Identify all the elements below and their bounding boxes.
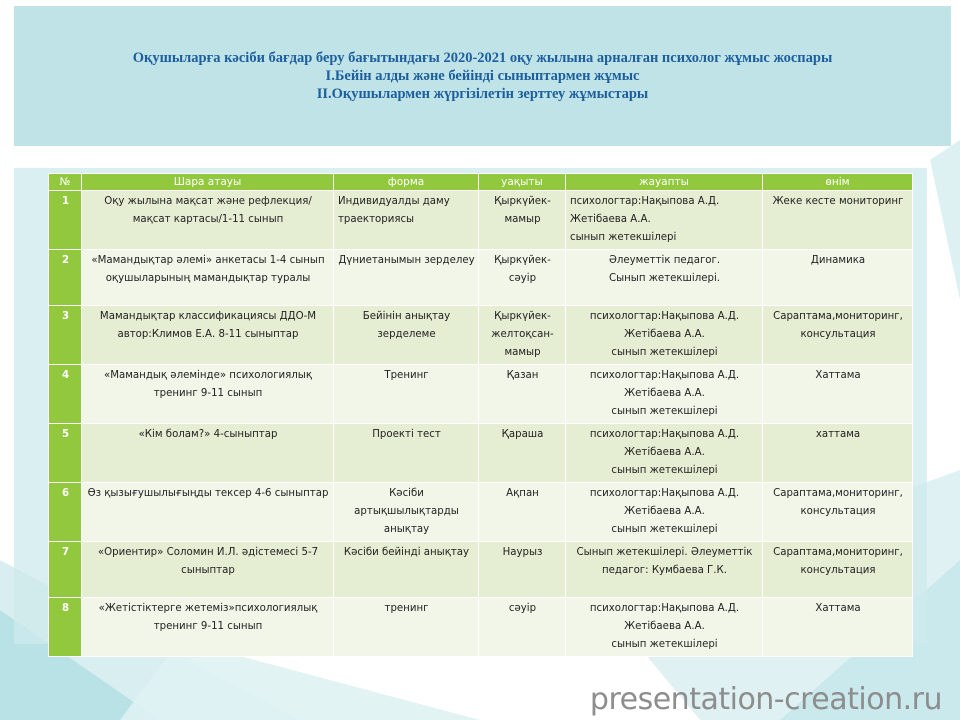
responsible-cell: Сынып жетекшілері. Әлеуметтік педагог: Кумбаева Г.К. <box>566 542 763 598</box>
event-name-cell: Мамандықтар классификациясы ДДО-М автор:Климов Е.А. 8-11 сыныптар <box>82 306 334 365</box>
table-row <box>49 191 913 250</box>
responsible-cell: психологтар:Нақыпова А.Д. Жетібаева А.А. сынып жетекшілері <box>566 191 763 250</box>
result-cell: Жеке кесте мониторинг <box>763 191 913 250</box>
result-cell: Сараптама,мониторинг, консультация <box>763 306 913 365</box>
col-header-event: Шара атауы <box>82 174 334 191</box>
event-name-cell: Өз қызығушылығыңды тексер 4-6 сыныптар <box>82 483 334 542</box>
table-row <box>49 542 913 598</box>
col-header-number: № <box>49 174 82 191</box>
event-name-cell: «Мамандықтар әлемі» анкетасы 1-4 сынып оқушыларының мамандықтар туралы <box>82 250 334 306</box>
result-cell: Хаттама <box>763 598 913 657</box>
title-line-2: І.Бейін алды және бейінді сыныптармен жұмыс <box>325 68 640 84</box>
table-row <box>49 365 913 424</box>
event-name-cell: Оқу жылына мақсат және рефлекция/мақсат картасы/1-11 сынып <box>82 191 334 250</box>
responsible-cell: психологтар:Нақыпова А.Д. Жетібаева А.А. сынып жетекшілері <box>566 306 763 365</box>
row-number: 4 <box>49 365 82 424</box>
title-banner <box>14 6 951 146</box>
responsible-cell: психологтар:Нақыпова А.Д. Жетібаева А.А. сынып жетекшілері <box>566 483 763 542</box>
form-cell: Бейінін анықтау зерделеме <box>334 306 479 365</box>
time-cell: Қыркүйек-желтоқсан-мамыр <box>479 306 566 365</box>
time-cell: Ақпан <box>479 483 566 542</box>
responsible-cell: психологтар:Нақыпова А.Д. Жетібаева А.А. сынып жетекшілері <box>566 424 763 483</box>
time-cell: Қыркүйек-мамыр <box>479 191 566 250</box>
table-row <box>49 483 913 542</box>
work-plan-table <box>48 173 913 657</box>
table-header-row <box>49 174 913 191</box>
result-cell: Сараптама,мониторинг, консультация <box>763 542 913 598</box>
form-cell: Дүниетанымын зерделеу <box>334 250 479 306</box>
col-header-responsible: жауапты <box>566 174 763 191</box>
responsible-cell: Әлеуметтік педагог. Сынып жетекшілері. <box>566 250 763 306</box>
event-name-cell: «Ориентир» Соломин И.Л. әдістемесі 5-7 сыныптар <box>82 542 334 598</box>
time-cell: сәуір <box>479 598 566 657</box>
row-number: 7 <box>49 542 82 598</box>
form-cell: Кәсіби артықшылықтарды анықтау <box>334 483 479 542</box>
table-row <box>49 598 913 657</box>
col-header-form: форма <box>334 174 479 191</box>
result-cell: хаттама <box>763 424 913 483</box>
row-number: 3 <box>49 306 82 365</box>
table-row <box>49 424 913 483</box>
time-cell: Қараша <box>479 424 566 483</box>
row-number: 6 <box>49 483 82 542</box>
event-name-cell: «Жетістіктерге жетеміз»психологиялық тренинг 9-11 сынып <box>82 598 334 657</box>
row-number: 8 <box>49 598 82 657</box>
form-cell: Проекті тест <box>334 424 479 483</box>
col-header-result: өнім <box>763 174 913 191</box>
table-row <box>49 250 913 306</box>
row-number: 1 <box>49 191 82 250</box>
time-cell: Қазан <box>479 365 566 424</box>
col-header-time: уақыты <box>479 174 566 191</box>
responsible-cell: психологтар:Нақыпова А.Д. Жетібаева А.А. сынып жетекшілері <box>566 365 763 424</box>
result-cell: Сараптама,мониторинг, консультация <box>763 483 913 542</box>
title-line-1: Оқушыларға кәсіби бағдар беру бағытындағы 2020-2021 оқу жылына арналған психолог жұмыс жоспары <box>132 50 833 66</box>
form-cell: Индивидуалды даму траекториясы <box>334 191 479 250</box>
time-cell: Қыркүйек-сәуір <box>479 250 566 306</box>
form-cell: Тренинг <box>334 365 479 424</box>
time-cell: Наурыз <box>479 542 566 598</box>
form-cell: тренинг <box>334 598 479 657</box>
form-cell: Кәсіби бейінді анықтау <box>334 542 479 598</box>
result-cell: Динамика <box>763 250 913 306</box>
watermark: presentation-creation.ru <box>589 682 942 717</box>
event-name-cell: «Мамандық әлемінде» психологиялық тренинг 9-11 сынып <box>82 365 334 424</box>
table-row <box>49 306 913 365</box>
row-number: 5 <box>49 424 82 483</box>
event-name-cell: «Кім болам?» 4-сыныптар <box>82 424 334 483</box>
title-line-3: ІІ.Оқушылармен жүргізілетін зерттеу жұмыстары <box>316 86 649 102</box>
responsible-cell: психологтар:Нақыпова А.Д. Жетібаева А.А. сынып жетекшілері <box>566 598 763 657</box>
row-number: 2 <box>49 250 82 306</box>
result-cell: Хаттама <box>763 365 913 424</box>
